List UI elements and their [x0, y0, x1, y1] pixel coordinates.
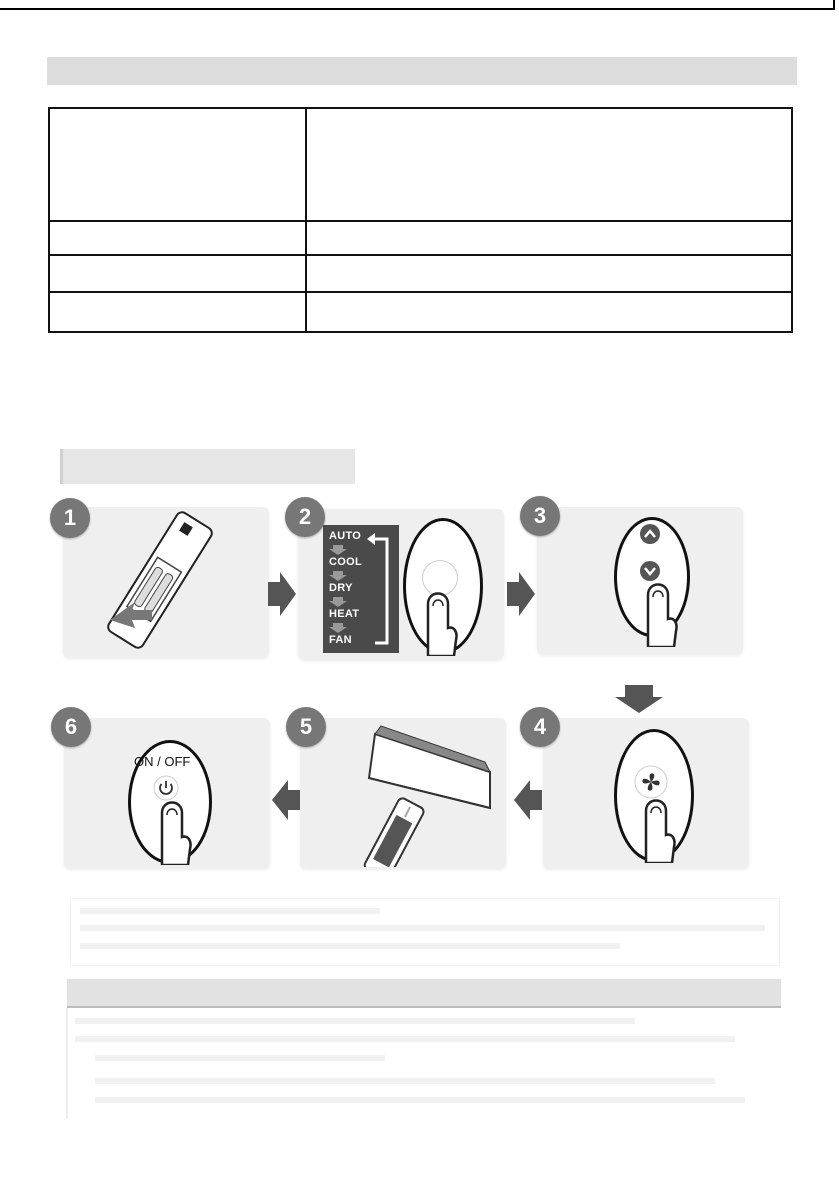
faint-text-line	[80, 908, 380, 914]
faint-text-line	[80, 925, 765, 931]
finger-icon	[154, 795, 194, 865]
finger-icon	[638, 793, 678, 863]
spec-table	[48, 107, 793, 333]
faint-text-line	[75, 1018, 635, 1024]
power-button-label: ON / OFF	[134, 754, 191, 769]
step-badge: 6	[51, 707, 91, 747]
table-row	[49, 108, 792, 221]
step-badge: 1	[50, 498, 90, 538]
table-row	[49, 221, 792, 255]
faint-text-line	[80, 943, 620, 949]
step-badge: 4	[520, 707, 560, 747]
table-row	[49, 255, 792, 292]
mode-dry-label: DRY	[329, 582, 353, 594]
battery-compartment-icon	[80, 510, 240, 650]
top-border	[0, 0, 835, 10]
step-badge: 3	[520, 496, 560, 536]
mode-cool-label: COOL	[329, 556, 362, 568]
section-header-bar	[67, 979, 781, 1008]
arrow-right-icon	[507, 572, 535, 616]
table-row	[49, 292, 792, 332]
arrow-down-icon	[615, 685, 663, 713]
mode-list	[323, 525, 399, 653]
arrow-left-icon	[272, 780, 300, 820]
arrow-left-icon	[514, 780, 542, 820]
divider	[66, 1008, 68, 1118]
step-badge: 5	[286, 707, 326, 747]
section-header-bar	[47, 57, 797, 85]
arrow-right-icon	[268, 572, 296, 616]
finger-icon	[420, 586, 460, 656]
step-badge: 2	[285, 497, 325, 537]
subsection-header-bar	[60, 449, 355, 484]
finger-icon	[640, 577, 680, 647]
faint-text-line	[75, 1036, 735, 1042]
mode-heat-label: HEAT	[329, 608, 360, 620]
mode-fan-label: FAN	[329, 634, 352, 646]
mode-cycle-arrows-icon	[323, 525, 399, 653]
temperature-arrows-icon	[637, 521, 663, 585]
mode-auto-label: AUTO	[329, 530, 362, 542]
faint-text-line	[95, 1078, 715, 1084]
point-remote-at-unit-icon	[345, 722, 495, 867]
faint-text-line	[95, 1055, 385, 1061]
faint-text-line	[95, 1097, 745, 1103]
